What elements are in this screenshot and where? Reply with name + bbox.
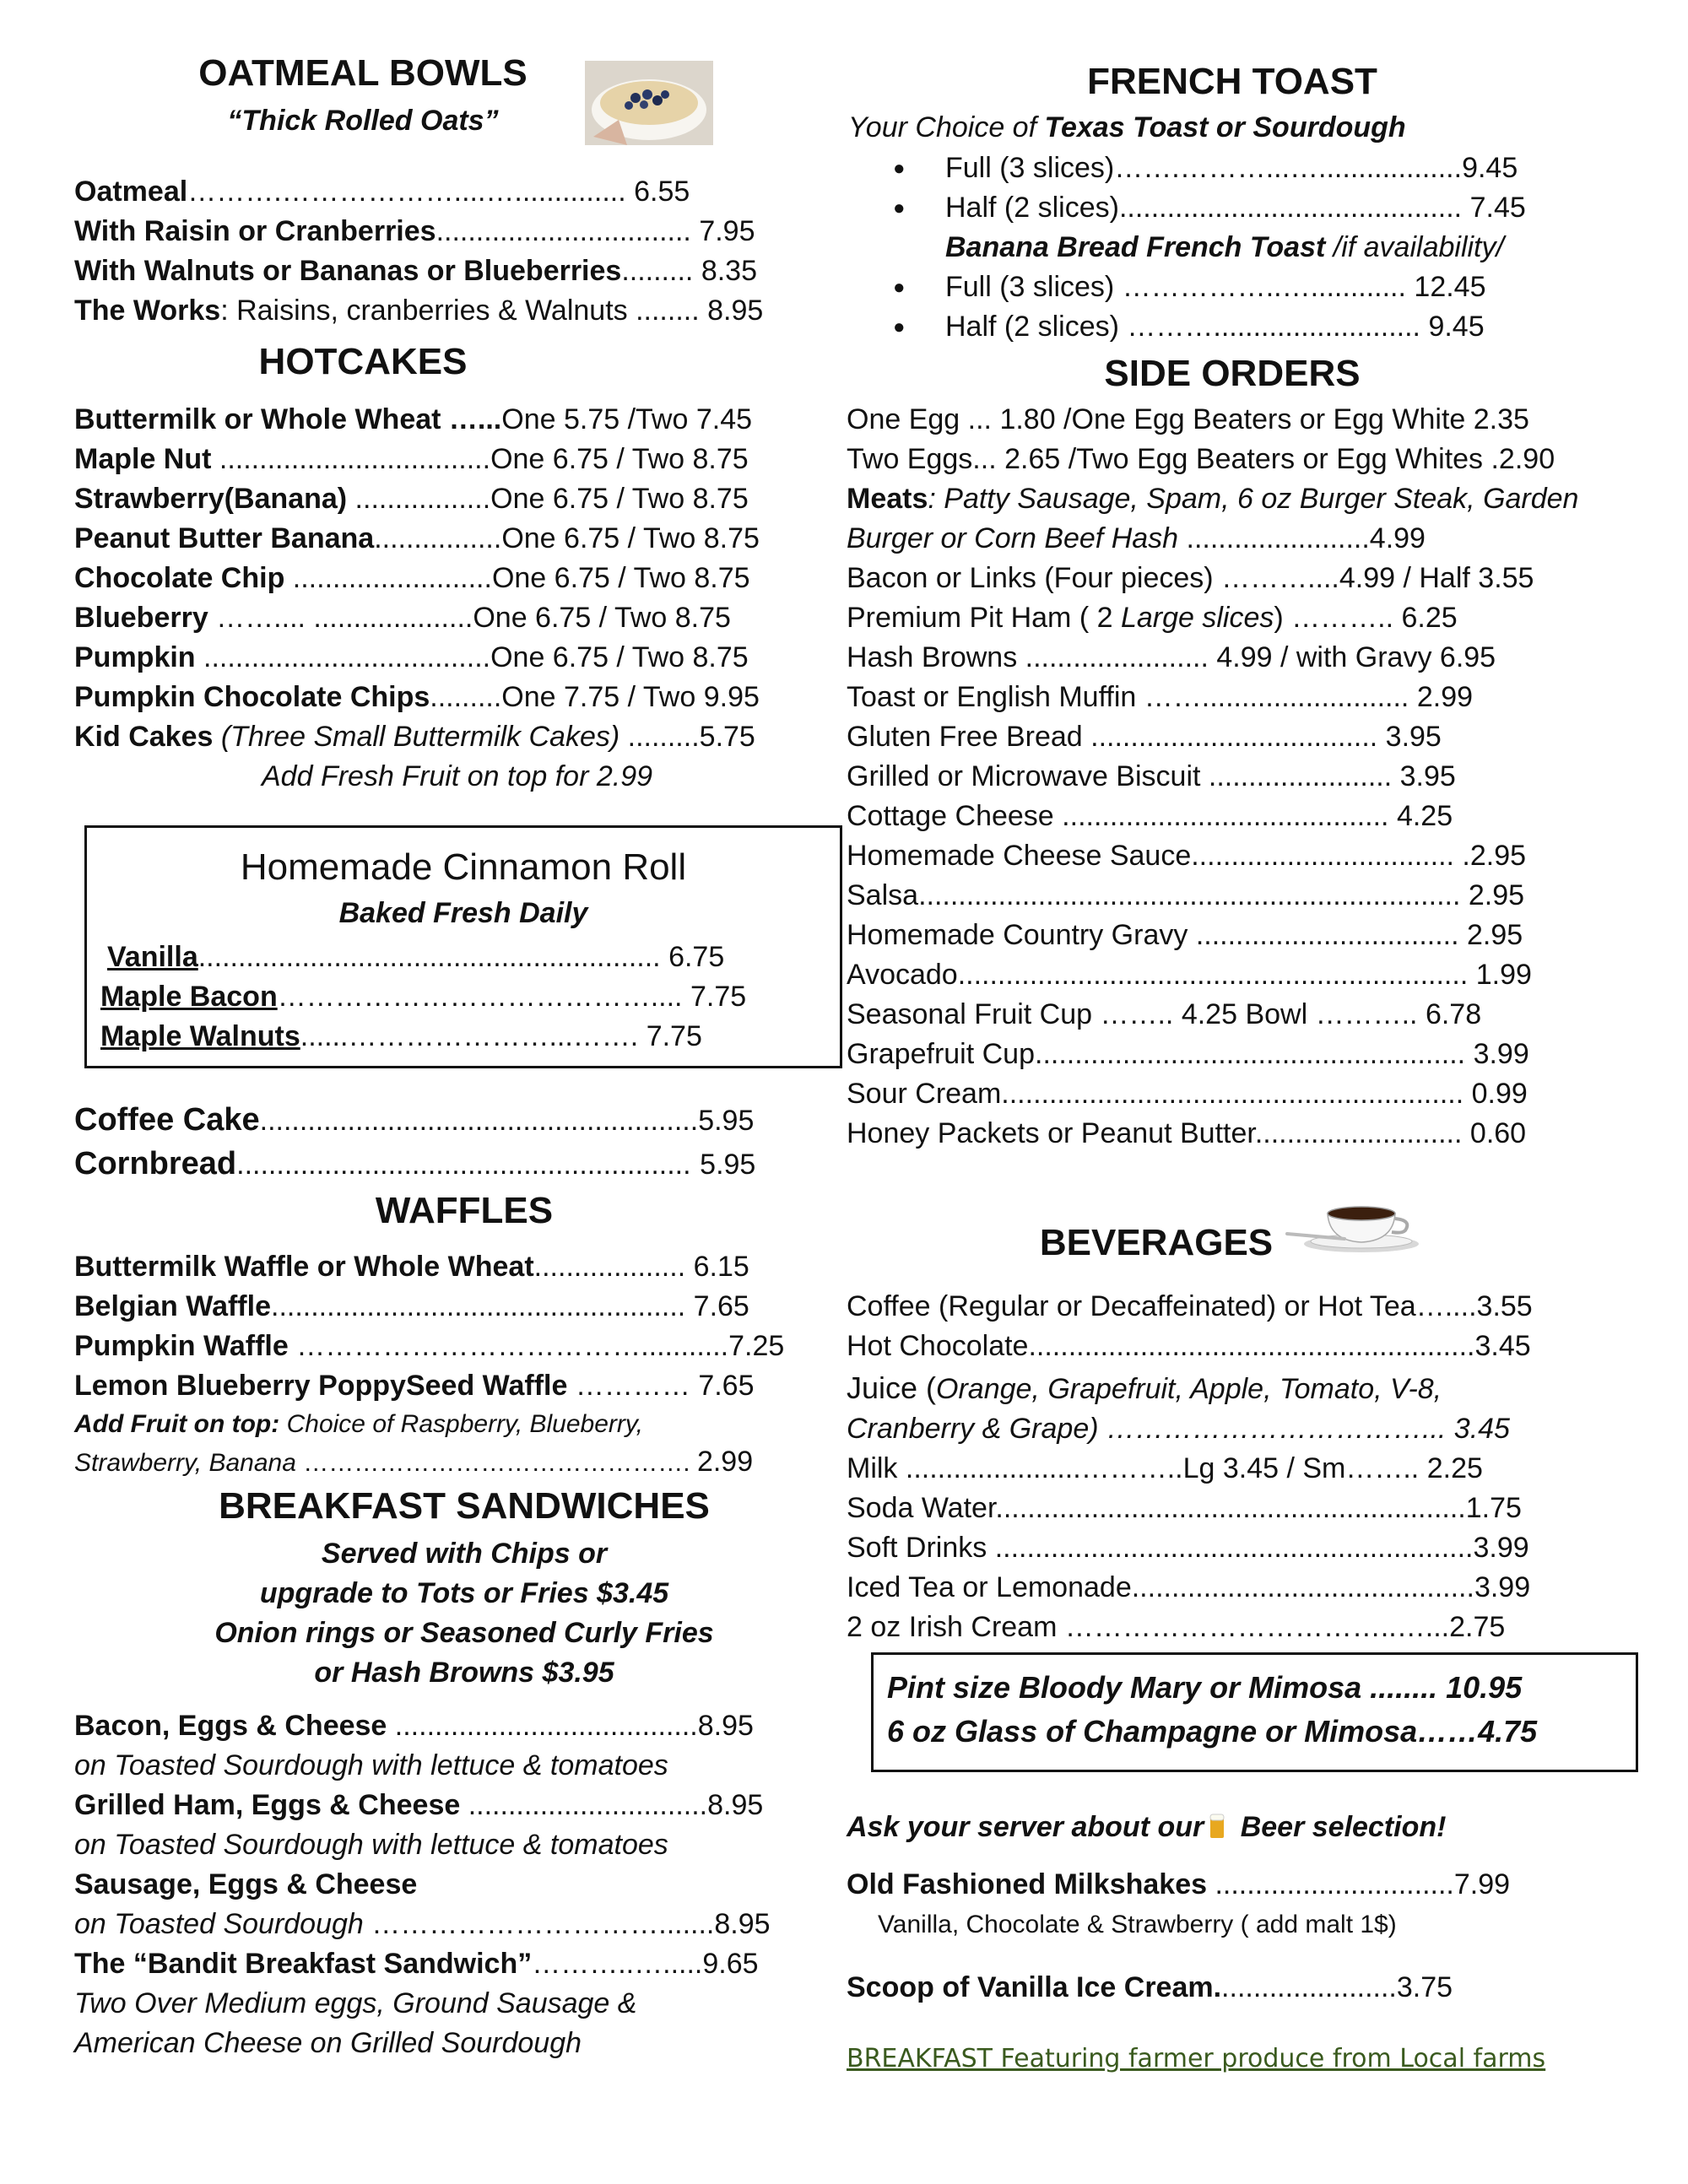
cinnamon-title: Homemade Cinnamon Roll [240, 846, 687, 888]
list-item: Honey Packets or Peanut Butter.......................... 0.60 [847, 1117, 1527, 1149]
list-item: Iced Tea or Lemonade...........................................3.99 [847, 1571, 1531, 1603]
icecream-item: Scoop of Vanilla Ice Cream.......................3.75 [847, 1971, 1453, 2003]
list-item: Bacon, Eggs & Cheese ......................................8.95 [74, 1710, 754, 1742]
list-item: ● Half (2 slices)........................................... 7.45 [945, 188, 1526, 228]
list-item: ● Full (3 slices) ……………..…............ 12.45 [945, 268, 1486, 307]
beer-note: Ask your server about our Beer selection! [847, 1811, 1447, 1843]
cinnamon-subtitle: Baked Fresh Daily [338, 897, 588, 929]
list-item: One Egg ... 1.80 /One Egg Beaters or Egg White 2.35 [847, 403, 1529, 435]
list-item: Gluten Free Bread .................................... 3.95 [847, 721, 1442, 753]
list-item: Blueberry …….... ....................One 6.75 / Two 8.75 [74, 602, 731, 634]
list-item: Burger or Corn Beef Hash .......................4.99 [847, 522, 1426, 554]
list-item: Cranberry & Grape) ……………………………... 3.45 [847, 1413, 1510, 1445]
list-item: Pumpkin Chocolate Chips.........One 7.75 / Two 9.95 [74, 681, 760, 713]
list-item: Oatmeal……….………………....….............. 6.55 [74, 176, 690, 208]
oatmeal-subtitle: “Thick Rolled Oats” [227, 105, 499, 137]
list-item: Seasonal Fruit Cup …….. 4.25 Bowl ……….. 6.78 [847, 998, 1482, 1030]
list-item: Buttermilk or Whole Wheat …...One 5.75 /Two 7.45 [74, 403, 753, 435]
list-item: Belgian Waffle.................................................... 7.65 [74, 1290, 749, 1322]
coffee-cup-image [1279, 1197, 1431, 1257]
list-item: Peanut Butter Banana................One 6.75 / Two 8.75 [74, 522, 760, 554]
milkshake-desc: Vanilla, Chocolate & Strawberry ( add malt 1$) [878, 1911, 1397, 1938]
list-item: Maple Nut ..................................One 6.75 / Two 8.75 [74, 443, 749, 475]
drink-line: 6 oz Glass of Champagne or Mimosa……4.75 [887, 1714, 1538, 1749]
list-item: With Walnuts or Bananas or Blueberries......... 8.35 [74, 255, 757, 287]
list-item: ● Full (3 slices)…….………...…..................9.45 [945, 149, 1518, 188]
list-item: Maple Walnuts......…………………...……. 7.75 [100, 1020, 702, 1052]
hotcakes-title: HOTCAKES [258, 341, 468, 382]
list-item: Soda Water...........................................................1.75 [847, 1492, 1522, 1524]
side-orders-title: SIDE ORDERS [1104, 353, 1361, 394]
beer-glass-icon [1207, 1811, 1229, 1840]
list-item: The “Bandit Breakfast Sandwich”………..….....9.65 [74, 1948, 759, 1980]
list-item: Meats: Patty Sausage, Spam, 6 oz Burger Steak, Garden [847, 483, 1579, 515]
list-item-desc: American Cheese on Grilled Sourdough [74, 2027, 582, 2059]
list-item: Hash Browns ....................... 4.99 / with Gravy 6.95 [847, 641, 1496, 673]
list-item: Sour Cream.......................................................... 0.99 [847, 1078, 1528, 1110]
list-item: Sausage, Eggs & Cheese [74, 1868, 418, 1900]
list-item: Bacon or Links (Four pieces) ………....4.99 / Half 3.55 [847, 562, 1534, 594]
list-item: Strawberry(Banana) .................One 6.75 / Two 8.75 [74, 483, 749, 515]
footer-link[interactable]: BREAKFAST Featuring farmer produce from Local farms [847, 2044, 1546, 2073]
drink-line: Pint size Bloody Mary or Mimosa ........ 10.95 [887, 1670, 1523, 1705]
sandwiches-title: BREAKFAST SANDWICHES [219, 1485, 710, 1527]
list-item: Salsa.................................................................... 2.95 [847, 879, 1525, 911]
list-item: ● Half (2 slices) ……….......................... 9.45 [945, 307, 1485, 347]
list-item-desc: on Toasted Sourdough ………………………….......8.95 [74, 1908, 771, 1940]
list-item-desc: on Toasted Sourdough with lettuce & tomatoes [74, 1749, 668, 1781]
list-item: Two Eggs... 2.65 /Two Egg Beaters or Egg Whites .2.90 [847, 443, 1555, 475]
waffles-title: WAFFLES [375, 1190, 554, 1231]
sandwiches-sub-1: Served with Chips or [321, 1538, 608, 1570]
list-item: Milk ......................………..Lg 3.45 / Sm…….. 2.25 [847, 1452, 1483, 1484]
list-item: Premium Pit Ham ( 2 Large slices) ……….. 6.25 [847, 602, 1458, 634]
list-item: The Works: Raisins, cranberries & Walnuts ........ 8.95 [74, 295, 764, 327]
list-item: Maple Bacon………………………………….... 7.75 [100, 981, 747, 1013]
hotcakes-note: Add Fresh Fruit on top for 2.99 [262, 760, 653, 792]
milkshake-item: Old Fashioned Milkshakes ..............................7.99 [847, 1868, 1511, 1900]
list-item: Avocado................................................................ 1.99 [847, 959, 1532, 991]
sandwiches-sub-3: Onion rings or Seasoned Curly Fries [214, 1617, 714, 1649]
waffles-fruit-line: Strawberry, Banana ………………………………………. 2.99 [74, 1446, 754, 1478]
list-item: Chocolate Chip .........................One 6.75 / Two 8.75 [74, 562, 750, 594]
list-item-desc: on Toasted Sourdough with lettuce & tomatoes [74, 1829, 668, 1861]
cinnamon-roll-box [84, 825, 842, 1068]
list-item: Soft Drinks ............................................................3.99 [847, 1532, 1529, 1564]
list-item: Grilled or Microwave Biscuit ....................... 3.95 [847, 760, 1456, 792]
list-item: Homemade Country Gravy ................................. 2.95 [847, 919, 1523, 951]
list-item: Cornbread......................................................... 5.95 [74, 1146, 756, 1181]
list-item: Coffee (Regular or Decaffeinated) or Hot Tea…....3.55 [847, 1290, 1533, 1322]
list-item: Kid Cakes (Three Small Buttermilk Cakes) .........5.75 [74, 721, 755, 753]
list-item: Buttermilk Waffle or Whole Wheat................... 6.15 [74, 1251, 749, 1283]
sandwiches-sub-4: or Hash Browns $3.95 [314, 1657, 614, 1689]
list-item: Pumpkin ....................................One 6.75 / Two 8.75 [74, 641, 749, 673]
beverages-title: BEVERAGES [1039, 1222, 1274, 1263]
list-item: Vanilla.......................................................... 6.75 [107, 941, 725, 973]
list-item: Coffee Cake.......................................................5.95 [74, 1102, 755, 1138]
list-item: Lemon Blueberry PoppySeed Waffle ………… 7.65 [74, 1370, 755, 1402]
list-item: Toast or English Muffin …….......................... 2.99 [847, 681, 1474, 713]
oatmeal-title: OATMEAL BOWLS [198, 52, 528, 94]
list-item: Juice (Orange, Grapefruit, Apple, Tomato, V-8, [847, 1370, 1442, 1405]
list-item: Cottage Cheese ......................................... 4.25 [847, 800, 1453, 832]
oatmeal-bowl-photo [585, 61, 713, 145]
banana-bread-title: Banana Bread French Toast /if availability/ [945, 231, 1504, 263]
french-toast-title: FRENCH TOAST [1087, 61, 1377, 102]
list-item: With Raisin or Cranberries................................ 7.95 [74, 215, 755, 247]
list-item: Hot Chocolate........................................................3.45 [847, 1330, 1531, 1362]
list-item: Pumpkin Waffle ………………………………...........7.25 [74, 1330, 785, 1362]
list-item: Grapefruit Cup...................................................... 3.99 [847, 1038, 1529, 1070]
alcohol-drinks-box [871, 1652, 1638, 1772]
list-item: 2 oz Irish Cream ……………………………..…...2.75 [847, 1611, 1506, 1643]
sandwiches-sub-2: upgrade to Tots or Fries $3.45 [259, 1577, 669, 1609]
list-item-desc: Two Over Medium eggs, Ground Sausage & [74, 1987, 637, 2019]
french-toast-choice: Your Choice of Texas Toast or Sourdough [848, 111, 1406, 143]
waffles-fruit-note: Add Fruit on top: Choice of Raspberry, Blueberry, [74, 1410, 644, 1438]
list-item: Grilled Ham, Eggs & Cheese ..............................8.95 [74, 1789, 764, 1821]
list-item: Homemade Cheese Sauce................................. .2.95 [847, 840, 1527, 872]
